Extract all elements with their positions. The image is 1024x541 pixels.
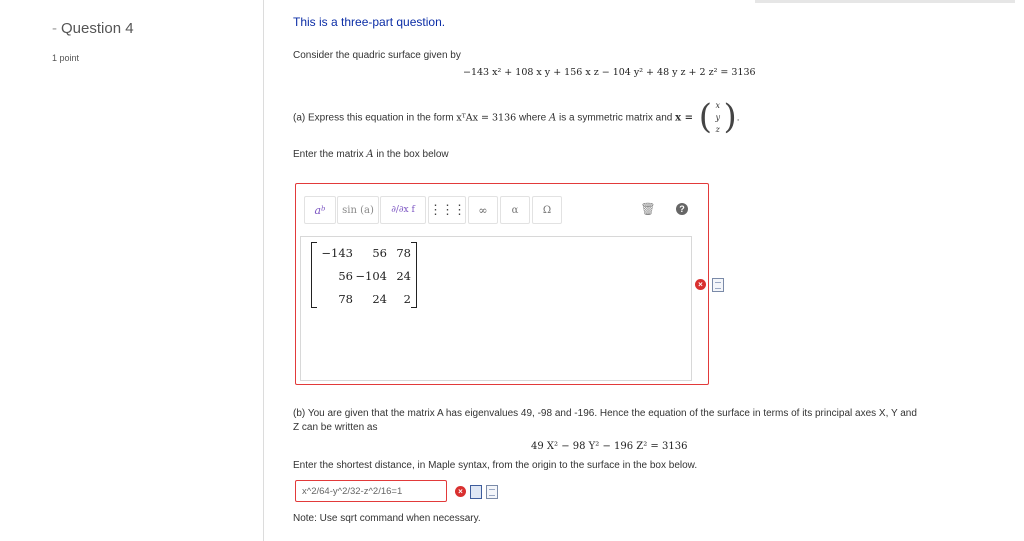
collapse-dash[interactable]: - [52,20,57,37]
intro-text: This is a three-part question. [293,15,446,29]
question-title-text: Question 4 [61,20,134,37]
part-b-text: (b) You are given that the matrix A has eigenvalues 49, -98 and -196. Hence the equation of the surface in terms of its principal axes X, Y and Z can be written as [293,408,917,433]
help-button[interactable] [668,196,696,222]
greek-lower-button[interactable]: α [500,196,530,224]
help-icon: ? [676,203,688,215]
trash-icon[interactable]: 🗑 [634,196,662,222]
math-toolbar [304,196,699,226]
matrix-variable: A [548,112,557,124]
part-a-suffix: is a symmetric matrix and [556,112,676,124]
question-sidebar [0,0,264,541]
enter-matrix-var: A [366,149,374,160]
matrix-cell[interactable]: 56 [372,246,387,260]
superscript-button[interactable]: aᵇ [304,196,336,224]
note-text: Note: Use sqrt command when necessary. [293,513,481,524]
xyz-vector [699,97,737,139]
part-a-prefix: (a) Express this equation in the form [293,112,457,124]
enter-matrix-text [293,149,449,160]
question-points: 1 point [52,53,80,63]
answer-input[interactable] [295,480,447,502]
consider-text: Consider the quadric surface given by [293,50,461,61]
incorrect-icon: × [695,279,706,290]
vector-z: z [715,125,720,134]
matrix-cell[interactable]: −104 [355,269,387,283]
matrix-cell[interactable]: 2 [403,292,411,306]
incorrect-icon: × [455,486,466,497]
left-paren: ( [698,97,712,137]
quadric-equation: −143 x² + 108 x y + 156 x z − 104 y² + 48 y z + 2 z² = 3136 [463,67,756,78]
part-a-text: (a) Express this equation in the form xᵀAx = 3136 where A is a symmetric matrix and x = ( x y z ) . [293,97,740,137]
matrix-A [311,242,417,306]
greek-upper-button[interactable]: Ω [532,196,562,224]
infinity-button[interactable]: ∞ [468,196,498,224]
right-paren: ) [723,97,737,137]
preview-icon[interactable] [470,485,482,499]
matrix-cell[interactable]: 24 [372,292,387,306]
document-icon[interactable] [712,278,724,292]
right-bracket [411,242,417,308]
matrix-button[interactable]: ⋮⋮⋮ [428,196,466,224]
matrix-cell[interactable]: 78 [396,246,411,260]
enter-matrix-suffix: in the box below [373,149,449,160]
matrix-cell[interactable]: −143 [321,246,353,260]
vector-x-label: x = [675,112,693,124]
matrix-input-area[interactable] [300,236,692,381]
math-editor [295,183,709,385]
question-title [52,20,134,37]
matrix-cell[interactable]: 78 [338,292,353,306]
document-icon[interactable] [486,485,498,499]
question-content [293,0,1013,541]
vector-cells [713,100,723,136]
vector-y: y [715,113,720,122]
matrix-cell[interactable]: 24 [396,269,411,283]
part-a-mid: where [516,112,549,124]
function-button[interactable]: sin (a) [337,196,379,224]
left-bracket [311,242,317,308]
matrix-cell[interactable]: 56 [338,269,353,283]
enter-matrix-prefix: Enter the matrix [293,149,367,160]
enter-distance-text: Enter the shortest distance, in Maple syntax, from the origin to the surface in the box below. [293,460,698,471]
quadratic-form: xᵀAx = 3136 [456,112,517,124]
vector-x: x [715,101,720,110]
principal-axes-equation: 49 X² − 98 Y² − 196 Z² = 3136 [531,441,688,452]
derivative-button[interactable]: ∂/∂x f [380,196,426,224]
